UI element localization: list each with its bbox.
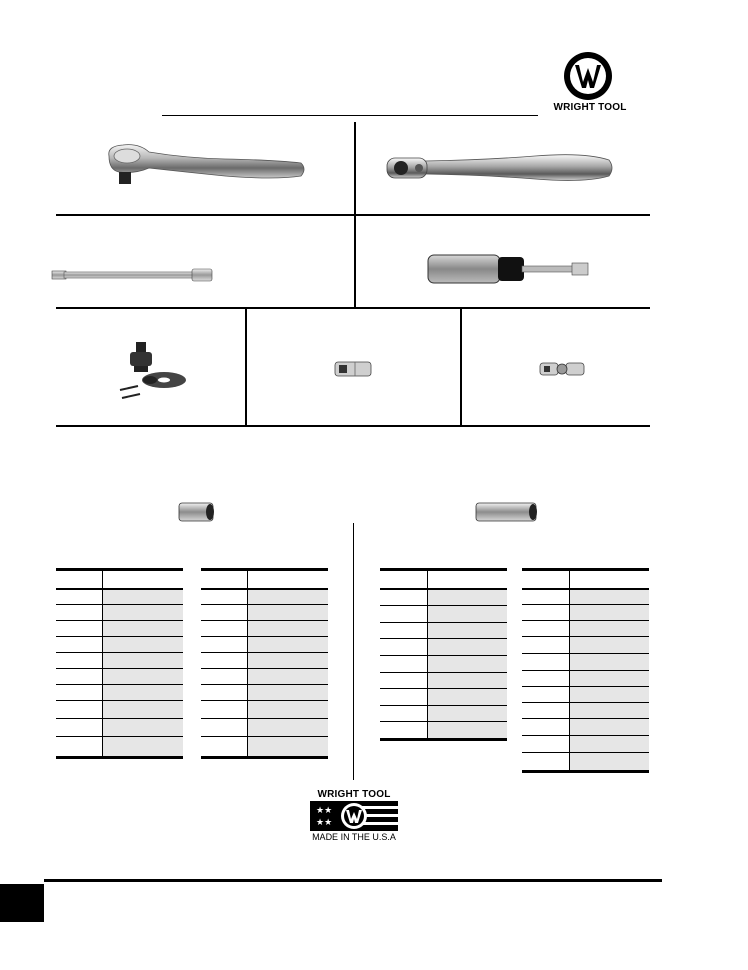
deep-socket-image bbox=[474, 500, 540, 524]
grid-divider-v2 bbox=[245, 308, 247, 426]
grid-divider-h1 bbox=[56, 214, 650, 216]
socket-table-deep-right bbox=[522, 568, 649, 774]
ratchet-image bbox=[105, 142, 310, 198]
svg-text:★★: ★★ bbox=[316, 806, 333, 816]
header-rule bbox=[162, 115, 538, 116]
socket-table-standard-right bbox=[201, 568, 328, 760]
grid-divider-h3 bbox=[56, 425, 650, 427]
flag-emblem-icon bbox=[310, 801, 398, 831]
flex-ratchet-image bbox=[385, 148, 615, 190]
socket-table-deep-left bbox=[380, 568, 507, 743]
extension-bar-image bbox=[50, 265, 215, 285]
standard-socket-image bbox=[177, 500, 217, 524]
usa-logo-wordmark: WRIGHT TOOL bbox=[317, 789, 391, 800]
socket-section-divider bbox=[353, 523, 354, 780]
adapter-image bbox=[333, 359, 373, 379]
socket-table-standard-left bbox=[56, 568, 183, 760]
screwdriver-image bbox=[426, 252, 592, 286]
grid-divider-v3 bbox=[460, 308, 462, 426]
page-tab-marker bbox=[0, 884, 44, 922]
made-in-usa-text: MADE IN THE U.S.A bbox=[312, 832, 396, 842]
wright-tool-logo bbox=[548, 50, 628, 116]
logo-wordmark: WRIGHT TOOL bbox=[553, 102, 627, 113]
svg-text:★★: ★★ bbox=[316, 818, 333, 828]
footer-rule bbox=[44, 879, 662, 882]
made-in-usa-logo bbox=[308, 789, 400, 845]
repair-kit-image bbox=[116, 338, 188, 402]
wright-tool-emblem-icon bbox=[548, 50, 628, 102]
universal-joint-image bbox=[538, 358, 588, 380]
grid-divider-h2 bbox=[56, 307, 650, 309]
